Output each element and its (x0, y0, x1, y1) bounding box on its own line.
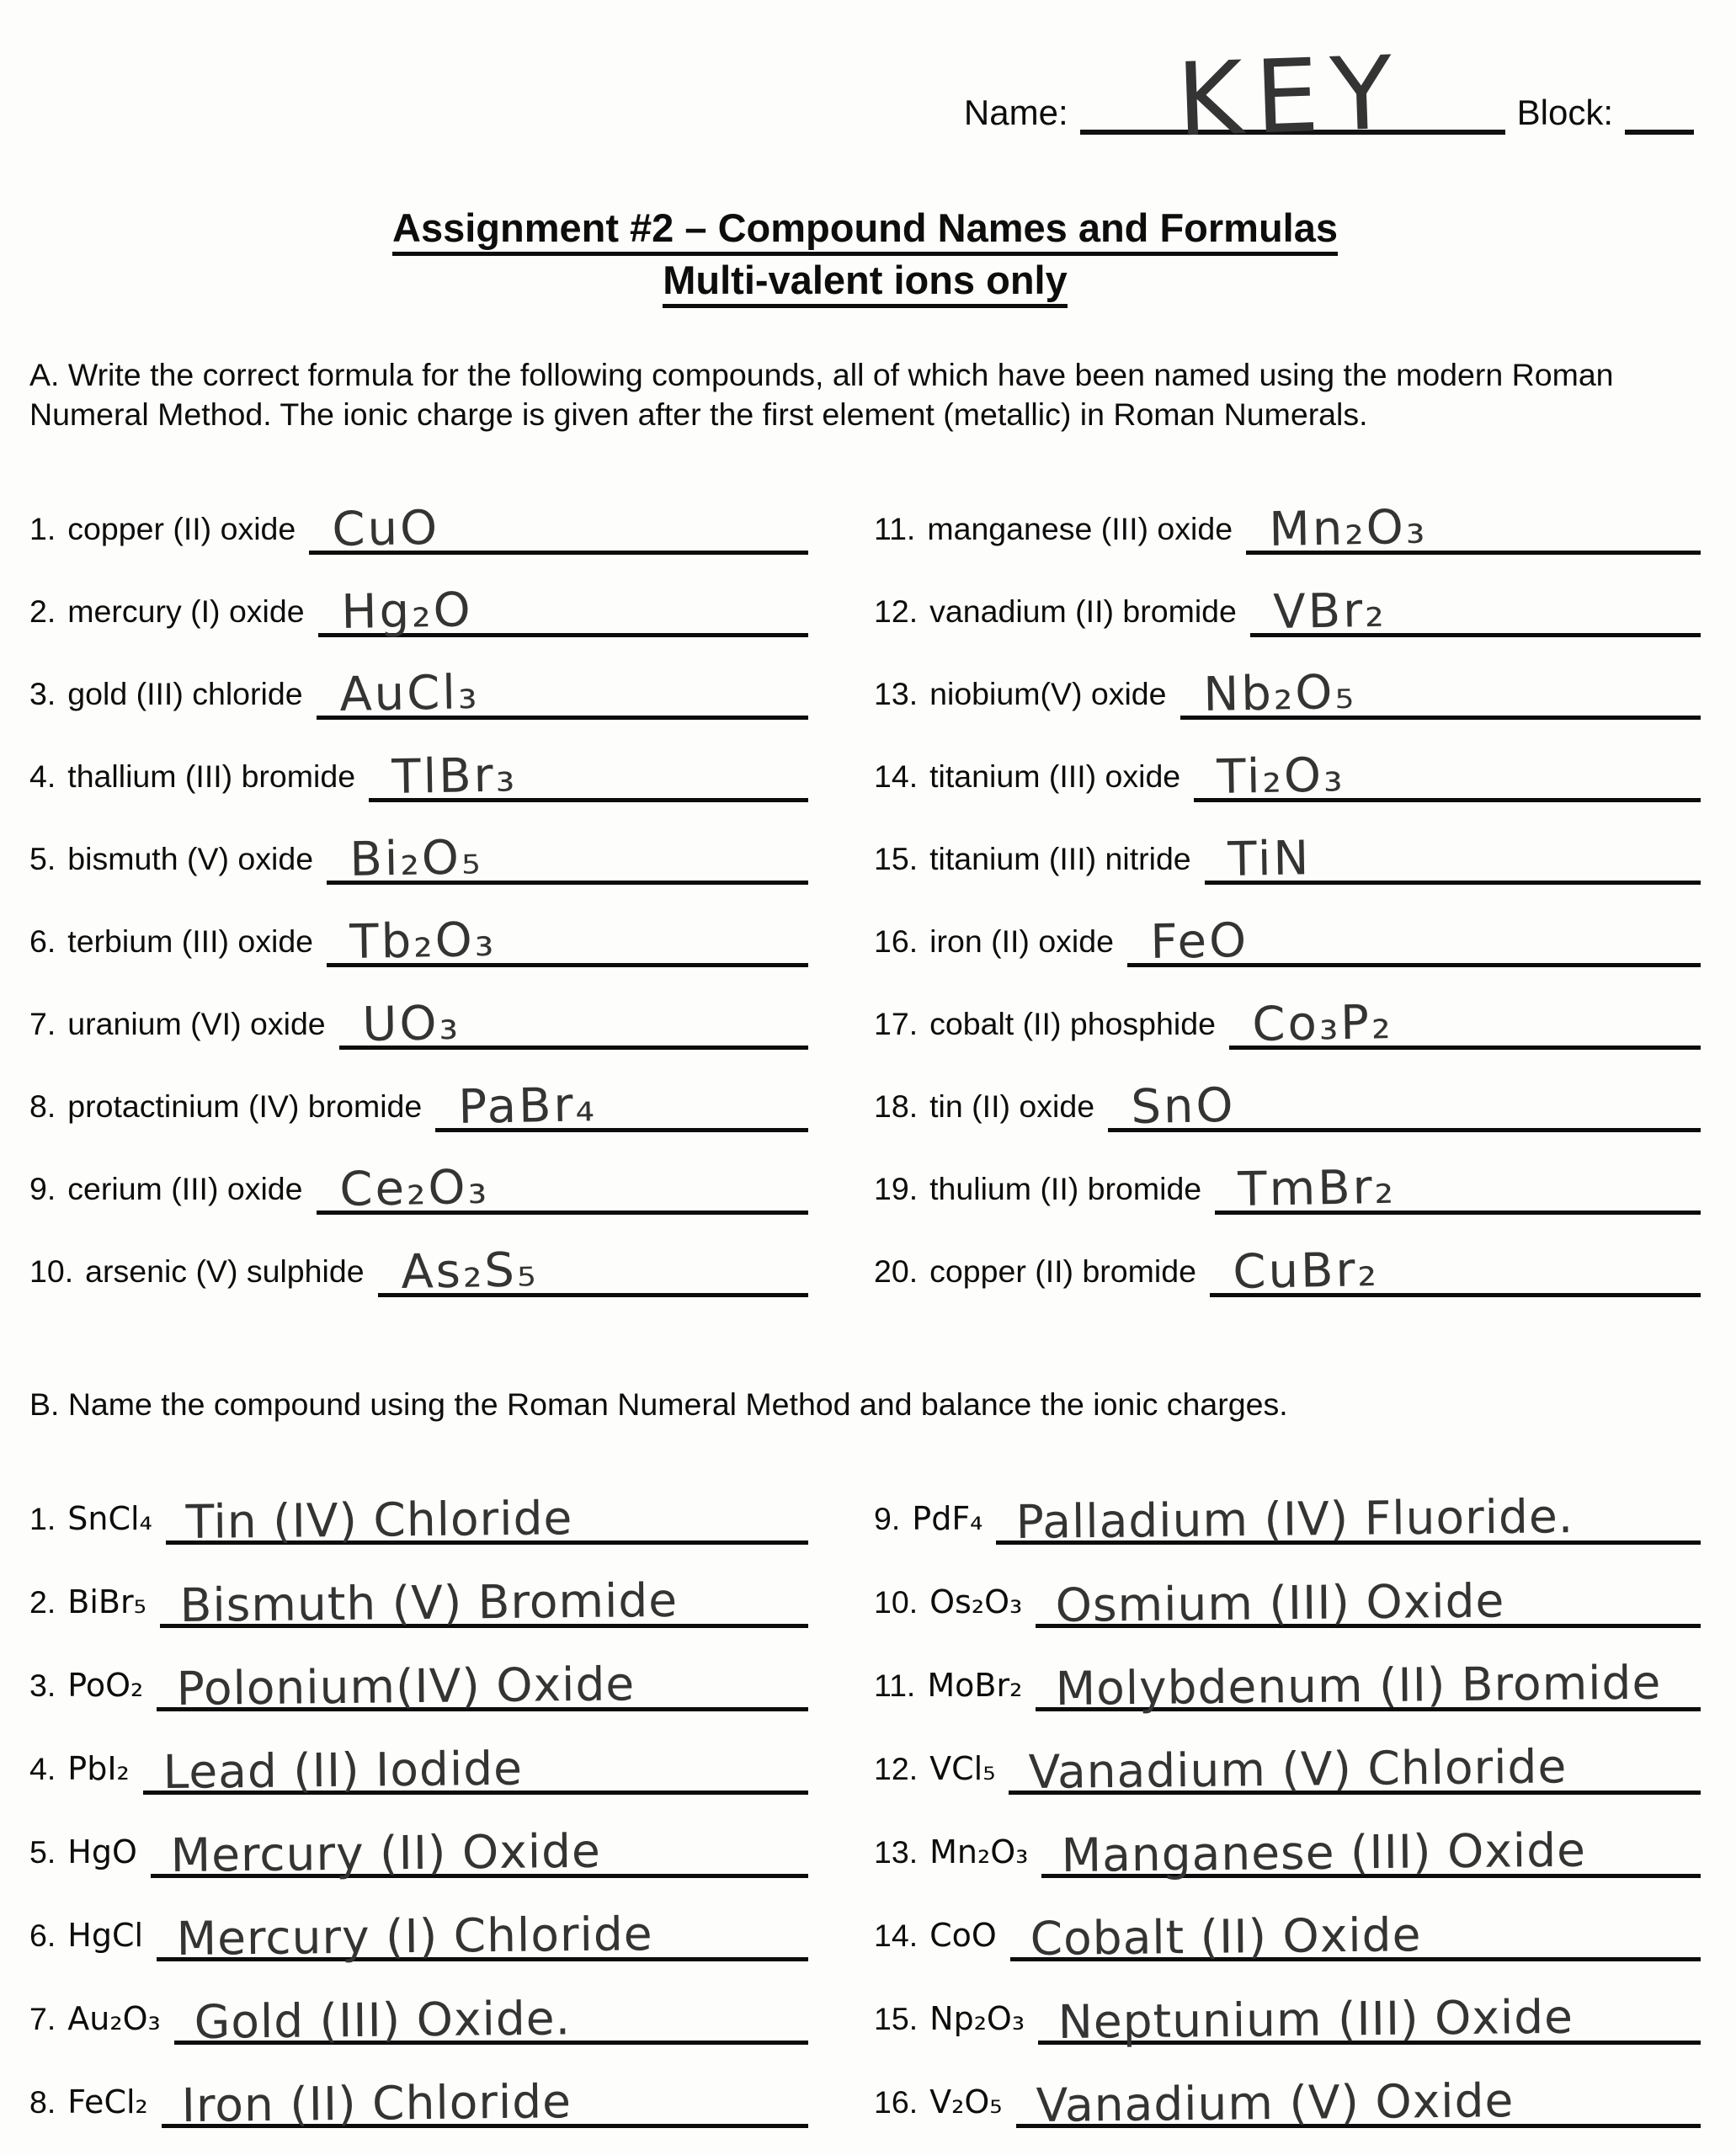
question-number: 7. (29, 1005, 56, 1041)
question-number: 8. (29, 1088, 56, 1124)
formula-label: V₂O₅ (929, 2083, 1003, 2120)
answer-line (157, 1657, 808, 1716)
handwritten-answer: TiN (1227, 830, 1312, 887)
question-number: 4. (29, 1750, 56, 1786)
formula-label: HgO (67, 1833, 137, 1870)
answer-line (1038, 1989, 1701, 2049)
answer-line (166, 1491, 808, 1549)
handwritten-answer: Hg₂O (340, 582, 473, 640)
a-item (29, 472, 808, 555)
b-item (29, 1878, 808, 1966)
handwritten-answer: Manganese (III) Oxide (1061, 1822, 1587, 1882)
b-item (874, 1461, 1701, 1549)
handwritten-answer: CuBr₂ (1232, 1242, 1380, 1300)
page-title-line1: Assignment #2 – Compound Names and Formulas (392, 205, 1338, 256)
a-item (874, 720, 1701, 805)
question-number: 19. (874, 1170, 919, 1206)
b-item (29, 1545, 808, 1632)
question-text: iron (II) oxide (929, 923, 1114, 959)
a-item (874, 472, 1701, 555)
handwritten-answer: Bi₂O₅ (349, 829, 483, 887)
b-item (29, 1961, 808, 2049)
block-underline (1625, 71, 1694, 135)
handwritten-answer: Neptunium (III) Oxide (1057, 1989, 1574, 2049)
question-number: 12. (874, 1750, 919, 1786)
handwritten-answer: Iron (II) Chloride (181, 2073, 572, 2132)
section-a-right-column (874, 472, 1701, 1300)
b-item (874, 1711, 1701, 1799)
a-item (874, 885, 1701, 970)
question-number: 10. (29, 1253, 74, 1289)
question-text: copper (II) bromide (929, 1253, 1196, 1289)
answer-line (160, 1572, 808, 1632)
a-item (29, 885, 808, 970)
a-item (874, 802, 1701, 885)
section-b-left-column (29, 1461, 808, 2132)
handwritten-answer: Ce₂O₃ (338, 1159, 490, 1217)
section-a-list (29, 472, 1701, 1300)
handwritten-answer: SnO (1130, 1078, 1237, 1135)
answer-line (327, 829, 808, 887)
question-number: 2. (29, 1583, 56, 1620)
question-text: manganese (III) oxide (927, 510, 1233, 546)
answer-line (317, 664, 808, 722)
b-item (29, 1795, 808, 1882)
handwritten-answer: Mn₂O₃ (1268, 499, 1428, 557)
answer-line (996, 1488, 1701, 1549)
question-number: 12. (874, 593, 919, 629)
question-number: 1. (29, 510, 56, 546)
question-text: cerium (III) oxide (67, 1170, 303, 1206)
formula-label: FeCl₂ (67, 2083, 148, 2120)
section-b-list (29, 1461, 1701, 2132)
a-item (874, 637, 1701, 720)
answer-line (327, 912, 808, 970)
question-number: 1. (29, 1500, 56, 1536)
answer-line (317, 1159, 808, 1217)
a-item (874, 1215, 1701, 1300)
handwritten-answer: UO₃ (361, 995, 461, 1052)
name-label: Name: (963, 93, 1068, 132)
a-item (874, 967, 1701, 1050)
a-item (29, 1050, 808, 1135)
handwritten-answer: Nb₂O₅ (1202, 664, 1356, 722)
question-number: 20. (874, 1253, 919, 1289)
formula-label: Au₂O₃ (67, 1999, 161, 2037)
formula-label: Np₂O₃ (929, 1999, 1025, 2037)
b-item (874, 1961, 1701, 2049)
answer-line (1041, 1822, 1701, 1882)
a-item (29, 1132, 808, 1215)
answer-line (151, 1823, 808, 1882)
handwritten-answer: Lead (II) Iodide (162, 1741, 524, 1799)
handwritten-answer: Molybdenum (II) Bromide (1055, 1655, 1662, 1716)
handwritten-answer: VBr₂ (1272, 583, 1387, 640)
a-item (29, 720, 808, 805)
question-number: 14. (874, 1917, 919, 1953)
handwritten-answer: AuCl₃ (338, 664, 480, 722)
question-number: 11. (874, 1667, 916, 1703)
question-text: mercury (I) oxide (67, 593, 305, 629)
a-item (29, 967, 808, 1050)
formula-label: PoO₂ (67, 1666, 144, 1704)
question-number: 2. (29, 593, 56, 629)
b-item (29, 1628, 808, 1716)
question-number: 11. (874, 510, 916, 546)
question-text: titanium (III) oxide (929, 758, 1181, 794)
answer-line (143, 1741, 808, 1799)
question-text: copper (II) oxide (67, 510, 296, 546)
question-number: 15. (874, 840, 919, 876)
answer-line (339, 995, 808, 1052)
question-number: 14. (874, 758, 919, 794)
answer-line (318, 582, 808, 640)
handwritten-answer: PaBr₄ (458, 1077, 598, 1135)
question-text: uranium (VI) oxide (67, 1005, 326, 1041)
answer-line (1010, 1907, 1701, 1966)
question-number: 9. (29, 1170, 56, 1206)
b-item (29, 1461, 808, 1549)
handwritten-answer: FeO (1149, 913, 1249, 970)
question-text: titanium (III) nitride (929, 840, 1191, 876)
question-text: thallium (III) bromide (67, 758, 356, 794)
a-item (29, 1215, 808, 1300)
answer-line (435, 1077, 808, 1135)
handwritten-answer: As₂S₅ (400, 1242, 539, 1300)
question-number: 10. (874, 1583, 919, 1620)
answer-line (1210, 1242, 1701, 1300)
a-item (874, 1132, 1701, 1215)
handwritten-answer: Cobalt (II) Oxide (1030, 1907, 1422, 1966)
formula-label: MoBr₂ (927, 1666, 1023, 1704)
question-text: thulium (II) bromide (929, 1170, 1202, 1206)
formula-label: HgCl (67, 1916, 144, 1954)
formula-label: PdF₄ (912, 1499, 983, 1537)
handwritten-answer: Tb₂O₃ (349, 912, 497, 970)
question-text: niobium(V) oxide (929, 675, 1167, 711)
b-item (874, 1795, 1701, 1882)
answer-line (157, 1906, 808, 1966)
handwritten-answer: Ti₂O₃ (1217, 747, 1346, 805)
question-number: 15. (874, 2000, 919, 2036)
question-number: 8. (29, 2083, 56, 2120)
answer-line (1215, 1159, 1701, 1217)
section-b-intro: B. Name the compound using the Roman Numeral Method and balance the ionic charges. (29, 1386, 1288, 1422)
b-item (874, 1878, 1701, 1966)
handwritten-answer: TmBr₂ (1238, 1159, 1397, 1217)
question-text: terbium (III) oxide (67, 923, 314, 959)
block-label: Block: (1516, 93, 1613, 132)
question-text: bismuth (V) oxide (67, 840, 314, 876)
answer-line (1194, 747, 1701, 805)
answer-line (1205, 830, 1701, 887)
question-number: 6. (29, 923, 56, 959)
handwritten-answer: Tin (IV) Chloride (185, 1491, 573, 1549)
question-number: 7. (29, 2000, 56, 2036)
question-text: gold (III) chloride (67, 675, 303, 711)
question-number: 9. (874, 1500, 901, 1536)
question-text: arsenic (V) sulphide (85, 1253, 365, 1289)
handwritten-answer: Mercury (II) Oxide (170, 1823, 602, 1882)
answer-line (1246, 499, 1701, 557)
question-number: 6. (29, 1917, 56, 1953)
answer-line (1016, 2073, 1701, 2132)
formula-label: VCl₅ (929, 1749, 996, 1787)
b-item (874, 1545, 1701, 1632)
question-text: cobalt (II) phosphide (929, 1005, 1216, 1041)
b-item (29, 1711, 808, 1799)
formula-label: Os₂O₃ (929, 1583, 1023, 1620)
question-number: 4. (29, 758, 56, 794)
a-item (29, 637, 808, 720)
page-title (29, 202, 1701, 306)
question-number: 13. (874, 1833, 919, 1870)
answer-line (369, 747, 808, 805)
answer-line (1009, 1739, 1701, 1799)
formula-label: PbI₂ (67, 1749, 130, 1787)
handwritten-answer: Bismuth (V) Bromide (179, 1572, 679, 1632)
answer-line (1108, 1078, 1701, 1135)
handwritten-answer: CuO (332, 500, 440, 557)
b-item (874, 1628, 1701, 1716)
question-number: 5. (29, 840, 56, 876)
b-item (874, 2045, 1701, 2132)
answer-line (174, 1991, 808, 2049)
formula-label: BiBr₅ (67, 1583, 146, 1620)
question-text: tin (II) oxide (929, 1088, 1095, 1124)
formula-label: CoO (929, 1916, 997, 1954)
question-text: vanadium (II) bromide (929, 593, 1237, 629)
a-item (29, 555, 808, 640)
handwritten-answer: Polonium(IV) Oxide (176, 1657, 636, 1716)
answer-line (1180, 664, 1701, 722)
b-item (29, 2045, 808, 2132)
a-item (874, 1050, 1701, 1135)
answer-line (1250, 583, 1701, 640)
answer-line (1036, 1655, 1701, 1716)
handwritten-answer: Palladium (IV) Fluoride. (1015, 1488, 1574, 1549)
question-number: 16. (874, 2083, 919, 2120)
handwritten-answer: Co₃P₂ (1251, 994, 1393, 1052)
section-b-right-column (874, 1461, 1701, 2132)
handwritten-answer: Vanadium (V) Oxide (1035, 2073, 1515, 2132)
answer-line (378, 1242, 808, 1300)
question-number: 3. (29, 1667, 56, 1703)
question-number: 5. (29, 1833, 56, 1870)
question-number: 17. (874, 1005, 919, 1041)
question-number: 16. (874, 923, 919, 959)
answer-line (162, 2073, 808, 2132)
question-number: 18. (874, 1088, 919, 1124)
handwritten-answer: TlBr₃ (391, 747, 518, 805)
page-title-line2: Multi-valent ions only (663, 258, 1067, 308)
formula-label: Mn₂O₃ (929, 1833, 1029, 1870)
section-a-intro: A. Write the correct formula for the following compounds, all of which have been named using the modern Roman Numeral Method. The ionic charge is given after the first element (metallic) in Roman Numerals. (29, 357, 1614, 433)
handwritten-answer: Mercury (I) Chloride (176, 1906, 653, 1966)
question-number: 13. (874, 675, 919, 711)
a-item (29, 802, 808, 885)
handwritten-name: KEY (1174, 35, 1406, 160)
section-a-left-column (29, 472, 808, 1300)
name-underline (1080, 35, 1505, 160)
question-number: 3. (29, 675, 56, 711)
handwritten-answer: Vanadium (V) Chloride (1028, 1739, 1568, 1799)
handwritten-answer: Osmium (III) Oxide (1055, 1573, 1505, 1632)
answer-line (1127, 913, 1701, 970)
answer-line (1036, 1573, 1701, 1632)
question-text: protactinium (IV) bromide (67, 1088, 423, 1124)
answer-line (1229, 994, 1701, 1052)
handwritten-answer: Gold (III) Oxide. (194, 1991, 572, 2049)
answer-line (309, 500, 808, 557)
a-item (874, 555, 1701, 640)
header (29, 35, 1694, 160)
formula-label: SnCl₄ (67, 1499, 152, 1537)
